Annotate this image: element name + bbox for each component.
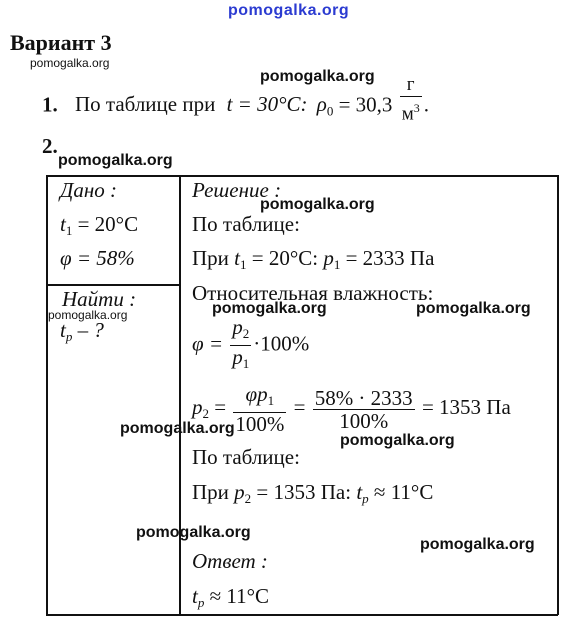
watermark: pomogalka.org <box>340 432 455 449</box>
watermark: pomogalka.org <box>58 152 173 169</box>
watermark: pomogalka.org <box>136 524 251 541</box>
task1-t: t = 30°C: <box>226 92 308 117</box>
watermark: pomogalka.org <box>420 536 535 553</box>
table-border-top <box>46 175 558 177</box>
task1-unit-fraction <box>400 74 422 125</box>
solution-line-humidity: Относительная влажность: <box>192 281 434 305</box>
watermark: pomogalka.org <box>30 56 110 70</box>
watermark-top-link[interactable]: pomogalka.org <box>228 2 350 19</box>
task1-rho-sub: 0 <box>326 103 334 119</box>
watermark: pomogalka.org <box>416 300 531 317</box>
solution-line-table-2: По таблице: <box>192 445 300 469</box>
watermark: pomogalka.org <box>260 196 375 213</box>
task1-text: По таблице при <box>75 92 216 117</box>
solution-header: Решение : <box>192 178 282 202</box>
given-header: Дано : <box>60 178 118 202</box>
task2-number: 2. <box>42 134 58 158</box>
solution-line-p2-tp: При $p_2 = 1353$ Па: $t_р \approx 11^\circ C$ <box>192 480 434 506</box>
task1-unit-den: $м^3$ <box>401 101 420 125</box>
formula-p2: $p_2$ = $\frac{\varphi p_1}{100\%}$ = $\frac{58\% \cdot 2333}{100\%}$ = 1353 Па <box>192 382 511 436</box>
table-border-left <box>46 175 48 615</box>
watermark: pomogalka.org <box>260 68 375 85</box>
find-variable: $t_р$ – ? <box>60 318 104 344</box>
answer-value: $t_р \approx 11^\circ C$ <box>192 584 269 610</box>
task1-unit-num: г <box>400 74 422 97</box>
given-phi: φ = 58% <box>60 246 135 270</box>
watermark: pomogalka.org <box>212 300 327 317</box>
watermark: pomogalka.org <box>48 308 128 322</box>
solution-line-table: По таблице: <box>192 212 300 236</box>
given-t1: $t_1 = 20^\circ C$ <box>60 212 139 238</box>
task1-rho: ρ <box>316 92 327 117</box>
formula-phi: φ = $\frac{p_2}{p_1}$ ·100% <box>192 315 310 371</box>
solution-line-t1-p1: При $t_1 = 20^\circ C$: $p_1 = 2333$ Па <box>192 246 435 272</box>
table-divider-horizontal <box>46 284 180 286</box>
find-header: Найти : <box>62 287 137 311</box>
page-title: Вариант 3 <box>10 30 112 55</box>
table-border-bottom <box>46 614 558 616</box>
table-border-right <box>557 175 559 615</box>
watermark: pomogalka.org <box>120 420 235 437</box>
task1-number: 1. <box>42 92 58 117</box>
answer-header: Ответ : <box>192 549 268 573</box>
task1-rho-value: = 30,3 <box>338 92 393 117</box>
task1-end: . <box>423 92 429 117</box>
table-divider-vertical <box>179 175 181 615</box>
